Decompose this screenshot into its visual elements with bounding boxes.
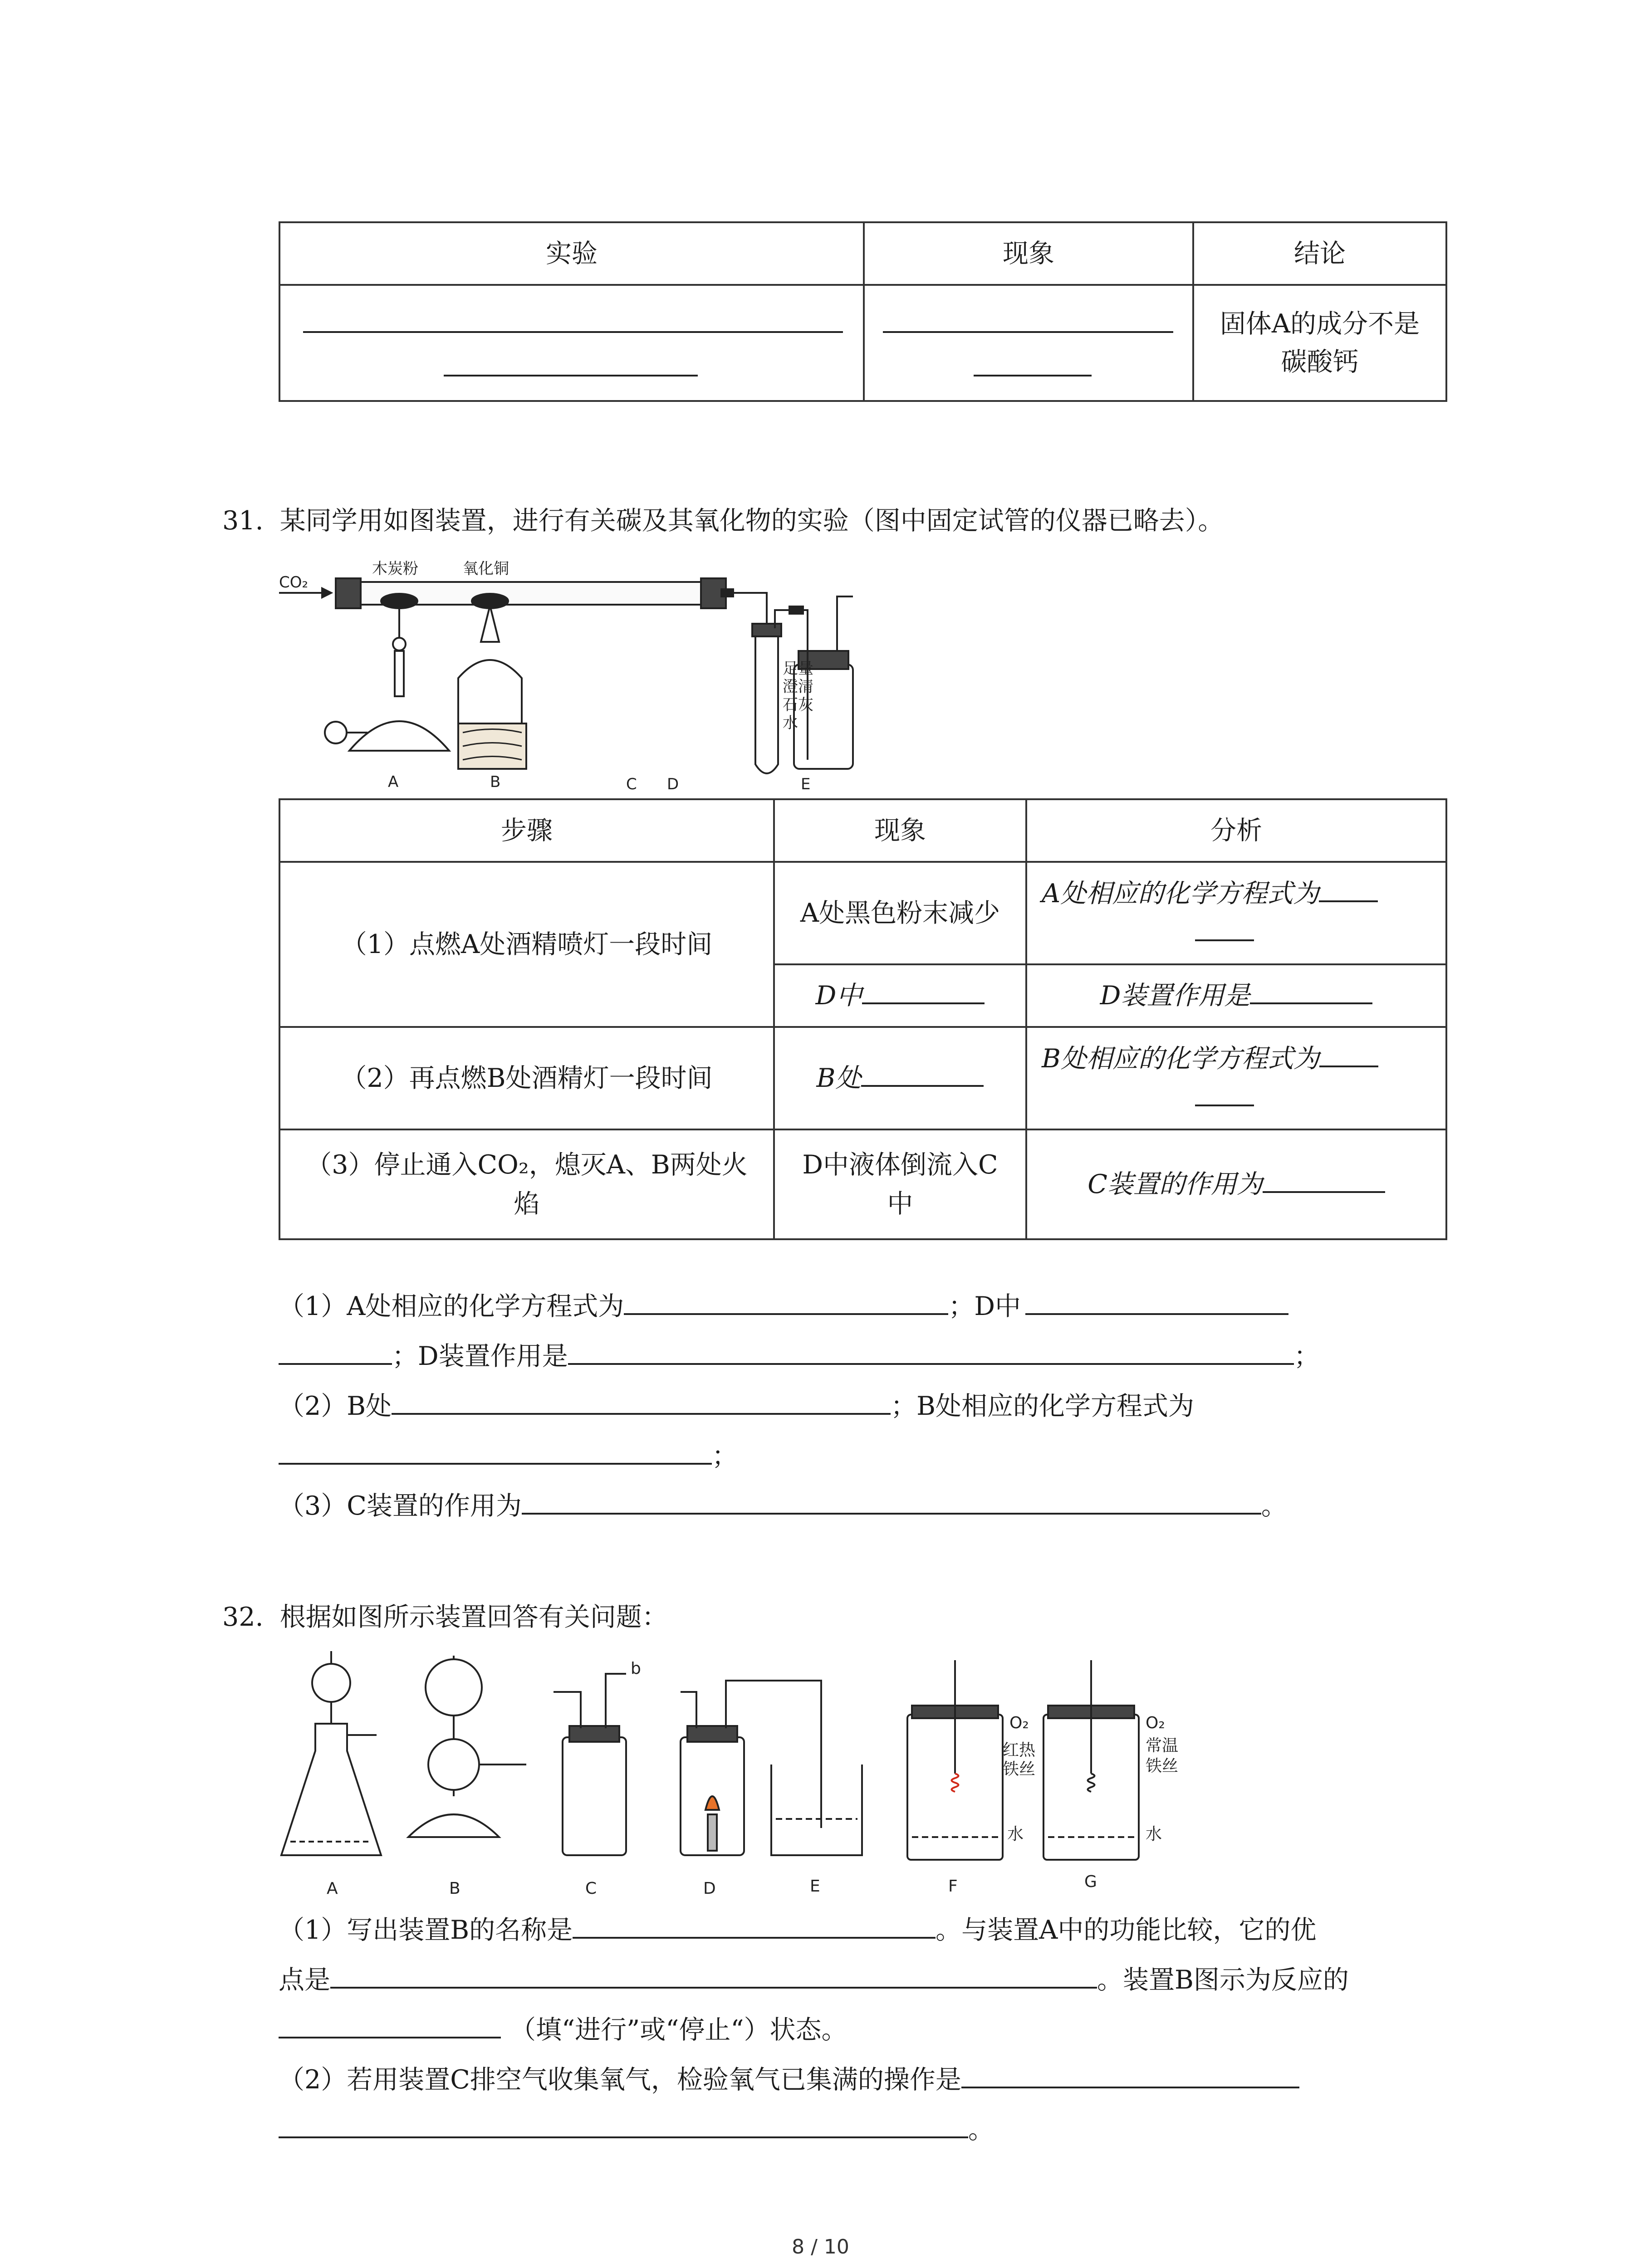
table1-header-experiment: 实验	[279, 222, 864, 285]
q32-p1b: 。与装置A中的功能比较，它的优	[936, 1915, 1317, 1945]
table1-phenomenon-blank	[864, 285, 1193, 401]
q31-answer-line-5	[279, 1488, 1287, 1524]
q31-number: 31.	[222, 506, 264, 536]
q32-p2a: 点是	[279, 1965, 330, 1995]
q31-header-analysis: 分析	[1026, 799, 1446, 862]
q31-step2-phenomenon-text: B处	[816, 1063, 862, 1093]
q32-label-cold-2: 铁丝	[1146, 1757, 1179, 1775]
q32-label-b: b	[631, 1659, 641, 1678]
q32-blank-3[interactable]	[279, 2032, 501, 2038]
experiment-table-1	[279, 221, 1447, 402]
q31-step3-analysis	[1026, 1129, 1446, 1239]
q31-answer-blank-6[interactable]	[279, 1458, 712, 1465]
q31-step2-analysis-text: B处相应的化学方程式为	[1042, 1044, 1319, 1074]
q31-label-limewater-2: 澄清	[783, 678, 813, 696]
q31-step3-analysis-text: C装置的作用为	[1087, 1169, 1263, 1199]
q31-answer-blank-3[interactable]	[279, 1359, 392, 1365]
q32-blank-5[interactable]	[279, 2132, 968, 2138]
q32-letter-d: D	[703, 1879, 716, 1898]
q31-label-limewater-1: 足量	[783, 660, 813, 678]
table1-header-conclusion: 结论	[1193, 222, 1446, 285]
q32-label-hot-2: 铁丝	[1003, 1760, 1036, 1779]
q32-label-o2-g: O₂	[1146, 1714, 1165, 1732]
q31-step3: （3）停止通入CO₂，熄灭A、B两处火焰	[279, 1129, 774, 1239]
q32-label-water-f: 水	[1007, 1825, 1024, 1843]
q31-answer-line-1	[279, 1288, 1288, 1325]
q31-label-limewater-3: 石灰	[783, 696, 813, 714]
q31-blank-4[interactable]	[1250, 998, 1372, 1004]
q32-blank-1[interactable]	[573, 1932, 936, 1939]
q31-answer-line-3	[279, 1388, 1194, 1424]
q31-answer-2b: ；	[1293, 1341, 1320, 1371]
q31-step1-analysis-a-text: A处相应的化学方程式为	[1042, 879, 1319, 909]
q32-letter-a: A	[327, 1879, 338, 1898]
q31-stem-text: 某同学用如图装置，进行有关碳及其氧化物的实验（图中固定试管的仪器已略去）。	[279, 506, 1224, 536]
q31-blank-1[interactable]	[1319, 896, 1378, 902]
q31-blank-5[interactable]	[861, 1080, 984, 1087]
q32-line-4	[279, 2062, 1299, 2098]
q31-answer-blank-5[interactable]	[392, 1408, 891, 1415]
q31-letter-e: E	[801, 775, 811, 793]
q31-step1-phenomenon-b-text: D中	[815, 981, 862, 1011]
q31-letter-a: A	[388, 773, 399, 791]
q31-step3-phenomenon: D中液体倒流入C中	[774, 1129, 1026, 1239]
q32-line-1	[279, 1912, 1316, 1948]
q31-answer-3b: ；B处相应的化学方程式为	[891, 1391, 1195, 1421]
q31-blank-8[interactable]	[1263, 1187, 1385, 1193]
q31-blank-7[interactable]	[1195, 1100, 1254, 1106]
q31-letter-d: D	[667, 775, 679, 793]
q31-step1-analysis-b-text: D装置作用是	[1100, 981, 1250, 1011]
q32-line-2	[279, 1962, 1349, 1998]
q31-step1-phenomenon-b	[774, 964, 1026, 1027]
q31-letter-b: B	[490, 773, 501, 791]
q32-stem	[222, 1599, 668, 1635]
q31-answer-line-2	[279, 1338, 1320, 1374]
q32-line-5	[279, 2112, 994, 2148]
q32-letter-e: E	[810, 1877, 820, 1896]
q31-answer-1a: （1）A处相应的化学方程式为	[279, 1291, 624, 1321]
q31-stem	[222, 503, 1224, 539]
q31-label-cuo: 氧化铜	[463, 560, 509, 578]
q31-step1-analysis-b	[1026, 964, 1446, 1027]
q31-blank-6[interactable]	[1319, 1061, 1378, 1067]
q31-answer-5b: 。	[1261, 1491, 1287, 1521]
q31-header-phenomenon: 现象	[774, 799, 1026, 862]
q31-step1-analysis-a	[1026, 862, 1446, 964]
q32-label-cold-1: 常温	[1146, 1736, 1179, 1755]
q31-answer-4: ；	[712, 1441, 738, 1471]
q32-letter-b: B	[449, 1879, 460, 1898]
q31-label-limewater-4: 水	[783, 714, 798, 732]
q31-answer-2a: ；D装置作用是	[392, 1341, 568, 1371]
q31-step2: （2）再点燃B处酒精灯一段时间	[279, 1027, 774, 1129]
q31-answer-blank-1[interactable]	[624, 1309, 948, 1315]
q32-label-hot-1: 红热	[1003, 1741, 1036, 1760]
q32-line-3	[279, 2012, 847, 2048]
q32-label-water-g: 水	[1146, 1825, 1162, 1843]
q32-label-o2-f: O₂	[1009, 1714, 1029, 1732]
q32-number: 32.	[222, 1602, 264, 1632]
q32-p1a: （1）写出装置B的名称是	[279, 1915, 573, 1945]
q31-label-charcoal: 木炭粉	[372, 560, 418, 578]
q32-letter-c: C	[585, 1879, 597, 1898]
q32-stem-text: 根据如图所示装置回答有关问题：	[279, 1602, 668, 1632]
q31-answer-5a: （3）C装置的作用为	[279, 1491, 522, 1521]
q31-label-co2: CO₂	[279, 573, 309, 591]
q31-step1-phenomenon-a: A处黑色粉末减少	[774, 862, 1026, 964]
q31-experiment-table	[279, 798, 1447, 1240]
q31-answer-blank-2[interactable]	[1025, 1309, 1288, 1315]
q31-step2-phenomenon	[774, 1027, 1026, 1129]
q32-p5: 。	[968, 2115, 994, 2145]
q32-blank-2[interactable]	[330, 1982, 1097, 1989]
q32-p4: （2）若用装置C排空气收集氧气，检验氧气已集满的操作是	[279, 2065, 961, 2095]
table1-experiment-blank	[279, 285, 864, 401]
q32-blank-4[interactable]	[961, 2082, 1299, 2088]
table1-header-phenomenon: 现象	[864, 222, 1193, 285]
q32-apparatus-figure	[272, 1647, 1452, 1901]
q32-p2b: 。装置B图示为反应的	[1097, 1965, 1349, 1995]
q31-answer-line-4	[279, 1438, 738, 1474]
page-number: 8 / 10	[792, 2235, 849, 2258]
table1-conclusion: 固体A的成分不是碳酸钙	[1193, 285, 1446, 401]
q32-letter-g: G	[1084, 1872, 1097, 1891]
q31-answer-blank-4[interactable]	[568, 1359, 1294, 1365]
q31-blank-3[interactable]	[862, 998, 985, 1004]
q31-step1: （1）点燃A处酒精喷灯一段时间	[279, 862, 774, 1027]
q31-apparatus-figure	[268, 560, 857, 796]
q31-answer-1b: ；D中	[948, 1291, 1021, 1321]
q31-blank-2[interactable]	[1195, 935, 1254, 941]
q32-letter-f: F	[948, 1877, 958, 1896]
q31-step2-analysis	[1026, 1027, 1446, 1129]
q31-answer-3a: （2）B处	[279, 1391, 392, 1421]
q31-letter-c: C	[626, 775, 637, 793]
q31-header-step: 步骤	[279, 799, 774, 862]
q31-answer-blank-7[interactable]	[522, 1508, 1261, 1515]
q32-p3: （填“进行”或“停止“）状态。	[510, 2015, 847, 2045]
